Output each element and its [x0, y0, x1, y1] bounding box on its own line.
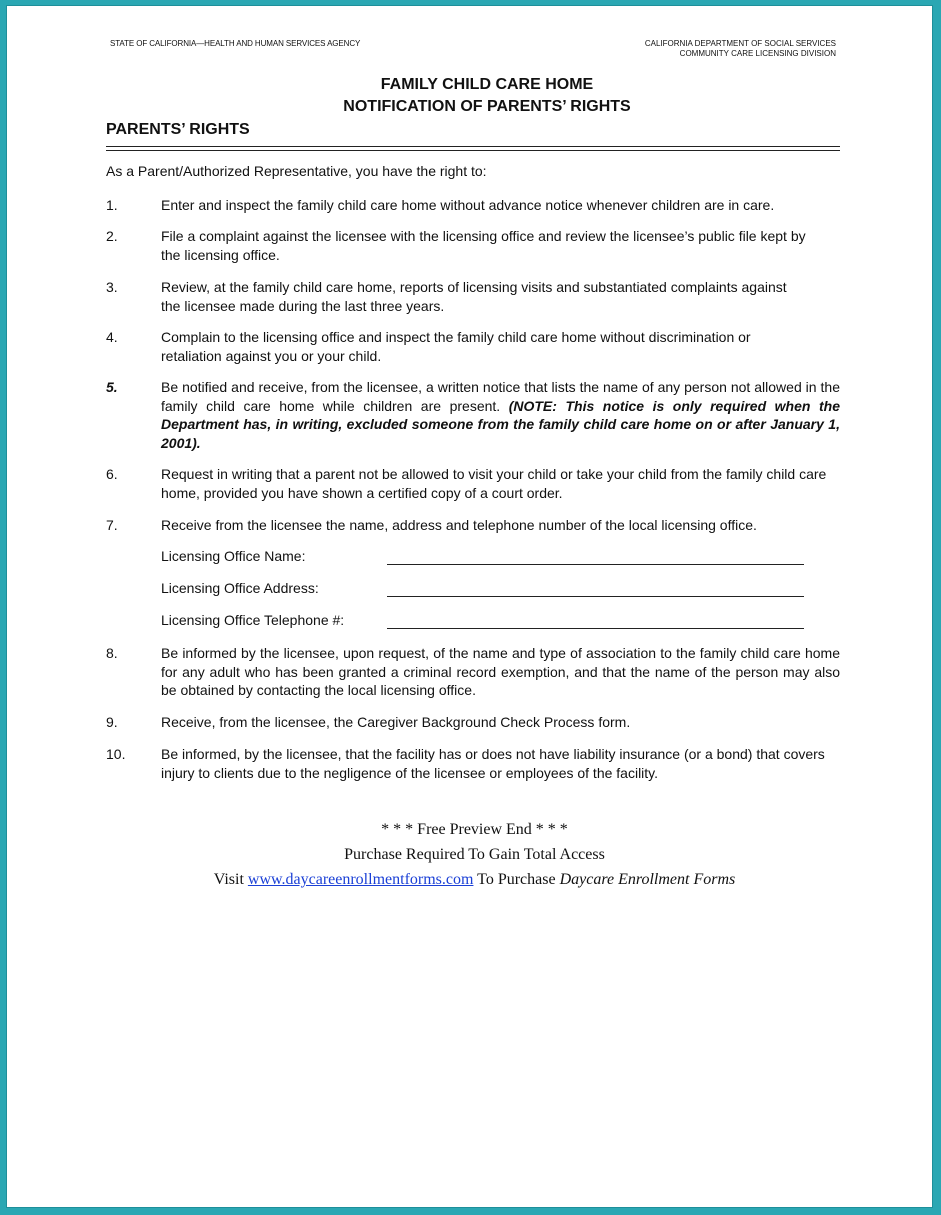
website-link[interactable]: www.daycareenrollmentforms.com [247, 871, 474, 888]
item-body: Be notified and receive, from the licensee, a written notice that lists the name of any person not allowed in the family child care home while children are present. [161, 379, 840, 414]
item-number: 2. [106, 228, 118, 244]
visit-text: Visit [213, 871, 244, 888]
to-purchase-text: To Purchase [477, 871, 556, 888]
divider [106, 146, 840, 147]
agency-header: STATE OF CALIFORNIA—HEALTH AND HUMAN SERVICES AGENCY [110, 39, 361, 48]
item-number: 1. [106, 197, 118, 213]
licensing-office-name-field[interactable] [387, 564, 804, 565]
list-item [106, 328, 840, 365]
item-number: 9. [106, 714, 118, 730]
list-item [106, 745, 840, 782]
list-item [106, 465, 840, 502]
section-title: PARENTS’ RIGHTS [106, 121, 250, 138]
item-text: Be informed, by the licensee, that the facility has or does not have liability insurance (or a bond) that covers injury to clients due to the negligence of the licensee or employees of the facility. [161, 746, 825, 781]
item-text: Request in writing that a parent not be allowed to visit your child or take your child from the family child care home, provided you have shown a certified copy of a court order. [161, 466, 827, 501]
item-number: 4. [106, 329, 118, 345]
item-number: 5. [106, 379, 118, 395]
visit-line [17, 867, 932, 892]
item-text: Review, at the family child care home, reports of licensing visits and substantiated complaints against the licensee made during the last three years. [161, 279, 787, 314]
list-item [106, 196, 840, 215]
department-header [645, 39, 836, 59]
licensing-office-address-field[interactable] [387, 596, 804, 597]
licensing-office-address-label: Licensing Office Address: [161, 580, 319, 596]
brand-name: Daycare Enrollment Forms [559, 871, 736, 888]
list-item [106, 516, 840, 535]
preview-end-text: * * * Free Preview End * * * [381, 821, 568, 838]
list-item [106, 278, 840, 315]
page-title [7, 74, 932, 118]
item-text: Receive from the licensee the name, address and telephone number of the local licensing office. [161, 517, 757, 533]
item-note: (NOTE: This notice is only required when the Department has, in writing, excluded someone from the family child care home on or after January 1, 2001). [161, 397, 840, 451]
purchase-required-text: Purchase Required To Gain Total Access [344, 846, 605, 863]
item-text: Be informed by the licensee, upon request, of the name and type of association to the family child care home for any adult who has been granted a criminal record exemption, and that the name of the person may also be obtained by contacting the local licensing office. [161, 645, 840, 698]
document-page [6, 5, 933, 1208]
list-item [106, 378, 840, 452]
item-number: 6. [106, 466, 118, 482]
item-number: 8. [106, 645, 118, 661]
item-text: File a complaint against the licensee with the licensing office and review the licensee’s public file kept by the licensing office. [161, 228, 806, 263]
item-text: Complain to the licensing office and inspect the family child care home without discrimination or retaliation against you or your child. [161, 329, 751, 364]
divider [106, 150, 840, 151]
list-item [106, 644, 840, 700]
item-number: 3. [106, 279, 118, 295]
item-text: Enter and inspect the family child care home without advance notice whenever children are in care. [161, 197, 775, 213]
preview-notice [7, 817, 932, 892]
list-item [106, 713, 840, 732]
item-text: Receive, from the licensee, the Caregiver Background Check Process form. [161, 714, 631, 730]
licensing-office-phone-label: Licensing Office Telephone #: [161, 612, 345, 628]
title-line-1: FAMILY CHILD CARE HOME [380, 76, 594, 93]
division-name: COMMUNITY CARE LICENSING DIVISION [679, 49, 836, 58]
list-item [106, 227, 840, 264]
intro-text: As a Parent/Authorized Representative, you have the right to: [106, 163, 487, 179]
title-line-2: NOTIFICATION OF PARENTS’ RIGHTS [343, 98, 631, 115]
item-text [161, 378, 840, 452]
department-name: CALIFORNIA DEPARTMENT OF SOCIAL SERVICES [644, 39, 836, 48]
item-number: 10. [106, 746, 126, 762]
licensing-office-phone-field[interactable] [387, 628, 804, 629]
licensing-office-name-label: Licensing Office Name: [161, 548, 306, 564]
item-number: 7. [106, 517, 118, 533]
